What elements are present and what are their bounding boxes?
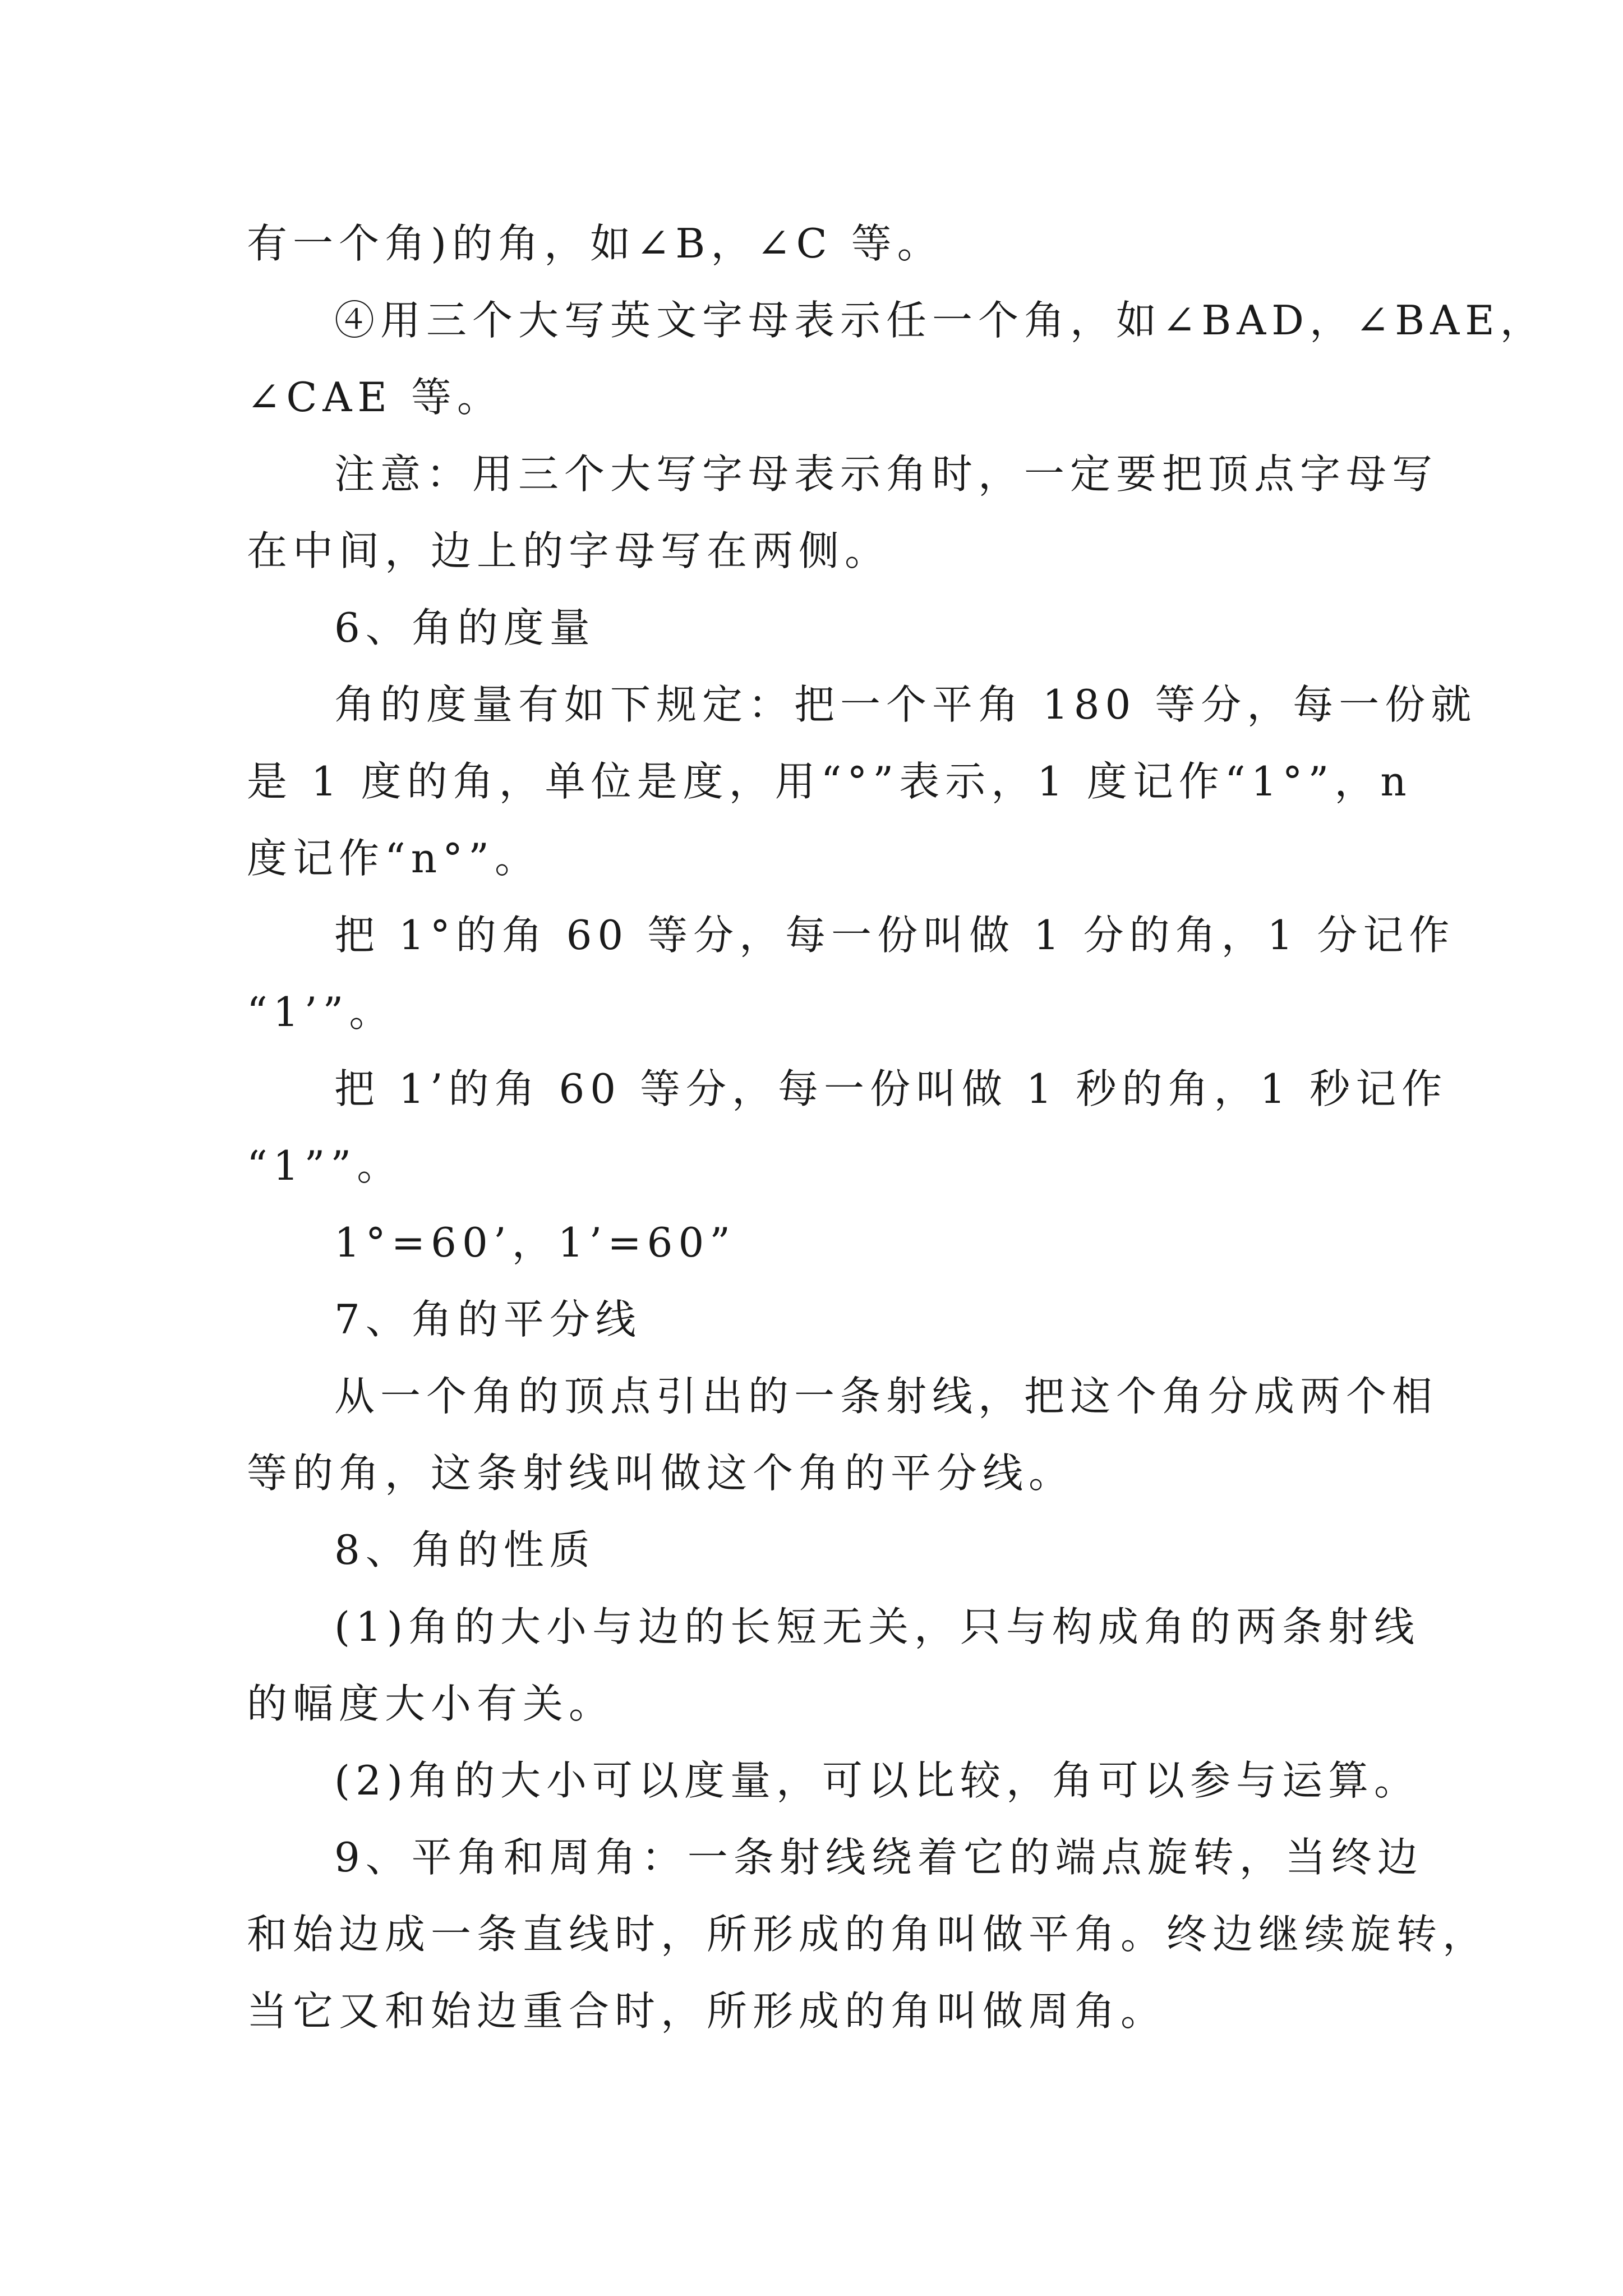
section-heading: 8、角的性质	[334, 1526, 596, 1573]
text-line: 在中间，边上的字母写在两侧。	[247, 527, 891, 574]
text-line: 有一个角)的角，如∠B，∠C 等。	[247, 220, 943, 267]
text-line: 是 1 度的角，单位是度，用“°”表示，1 度记作“1°”，n	[247, 758, 1412, 805]
text-line: 把 1’的角 60 等分，每一份叫做 1 秒的角，1 秒记作	[334, 1065, 1448, 1112]
text-line: 角的度量有如下规定：把一个平角 180 等分，每一份就	[334, 681, 1477, 728]
text-line: 等的角，这条射线叫做这个角的平分线。	[247, 1450, 1075, 1497]
text-line: 注意：用三个大写字母表示角时，一定要把顶点字母写	[334, 450, 1438, 498]
text-line: (1)角的大小与边的长短无关，只与构成角的两条射线	[334, 1603, 1420, 1650]
text-line: 的幅度大小有关。	[247, 1680, 615, 1727]
text-line: ④用三个大写英文字母表示任一个角，如∠BAD，∠BAE，	[334, 297, 1546, 344]
text-line: 1°=60’，1’=60”	[334, 1219, 736, 1266]
text-line: (2)角的大小可以度量，可以比较，角可以参与运算。	[334, 1757, 1420, 1804]
text-line: “1’”。	[247, 988, 395, 1036]
text-line: ∠CAE 等。	[247, 374, 503, 421]
text-line: 把 1°的角 60 等分，每一份叫做 1 分的角，1 分记作	[334, 912, 1455, 959]
section-heading: 7、角的平分线	[334, 1296, 642, 1343]
text-line: 当它又和始边重合时，所形成的角叫做周角。	[247, 1987, 1167, 2035]
text-line: 度记作“n°”。	[247, 835, 541, 882]
text-line: 和始边成一条直线时，所形成的角叫做平角。终边继续旋转，	[247, 1911, 1489, 1958]
text-line: 9、平角和周角：一条射线绕着它的端点旋转，当终边	[334, 1834, 1423, 1881]
section-heading: 6、角的度量	[334, 604, 596, 651]
text-line: “1””。	[247, 1142, 403, 1189]
text-line: 从一个角的顶点引出的一条射线，把这个角分成两个相	[334, 1373, 1438, 1420]
